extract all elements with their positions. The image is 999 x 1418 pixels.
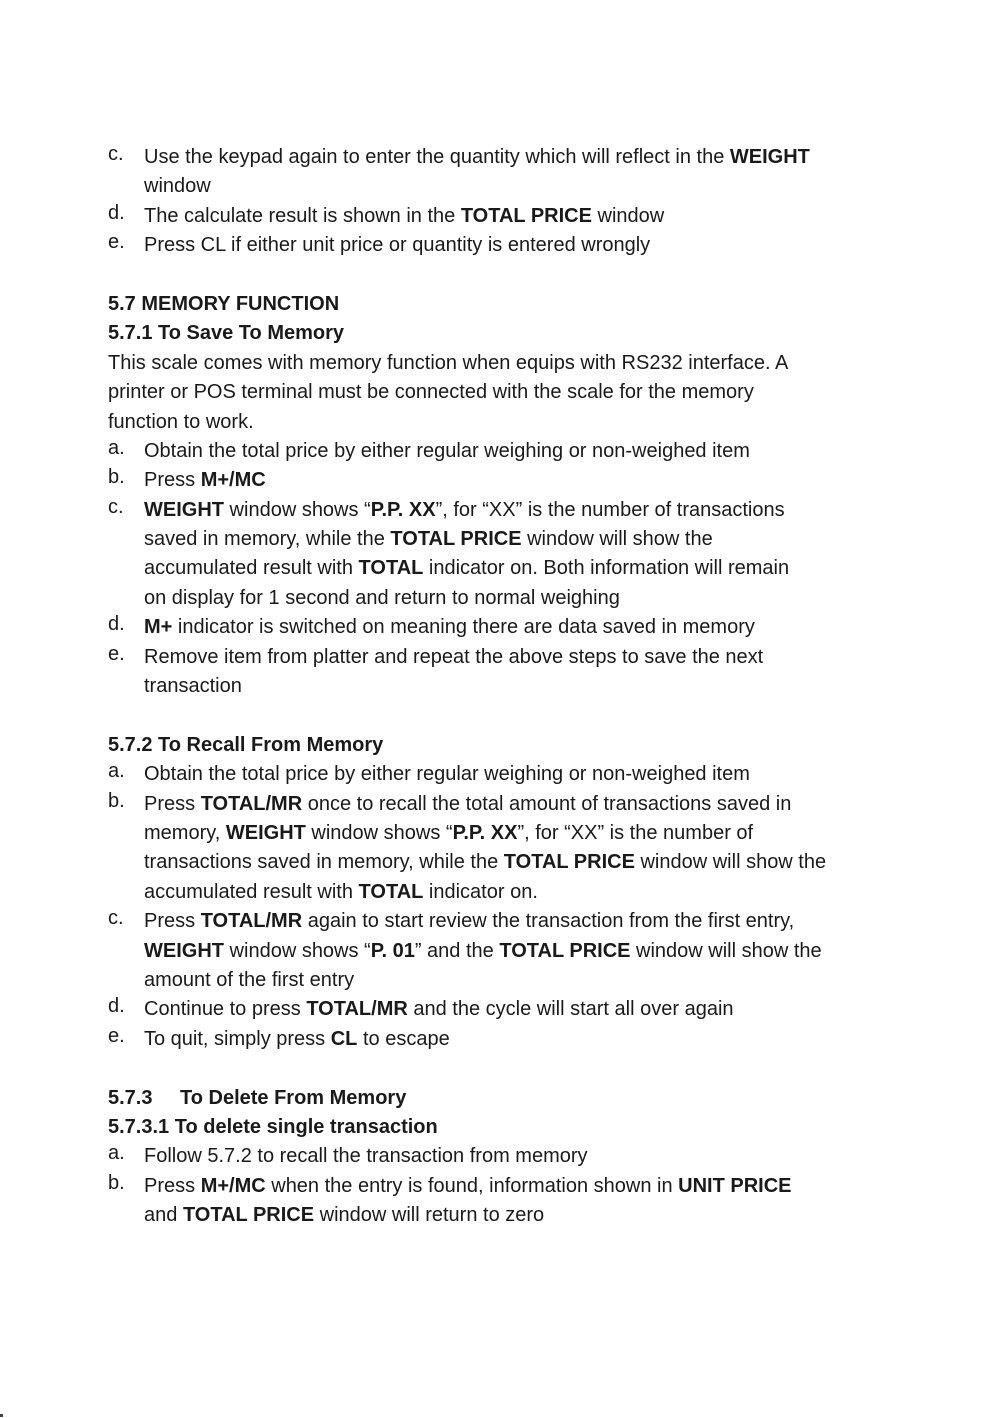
list-item-text (144, 1172, 908, 1231)
subsection-heading-5-7-2: 5.7.2 To Recall From Memory (108, 733, 384, 756)
bold-term: TOTAL PRICE (499, 939, 631, 962)
list-item-text (144, 790, 908, 908)
text-run: Press (144, 910, 201, 933)
text-run: memory, (144, 821, 226, 844)
spacer (108, 261, 908, 290)
text-run: and the cycle will start all over again (407, 998, 734, 1021)
text-line (144, 496, 908, 525)
list-item-text (144, 613, 908, 642)
text-line (144, 790, 908, 819)
text-line (144, 1172, 908, 1201)
text-run: The calculate result is shown in the (144, 204, 461, 227)
subsection-title: To Delete From Memory (180, 1086, 407, 1109)
text-run: transactions saved in memory, while the (144, 851, 504, 874)
text-run: to escape (357, 1027, 450, 1050)
page-corner-mark (0, 1414, 3, 1417)
text-run: window will show the (521, 528, 713, 551)
text-line (144, 878, 908, 907)
top-list (108, 143, 908, 261)
list-marker: b. (108, 466, 125, 489)
list-marker: a. (108, 436, 125, 459)
list-item (108, 466, 908, 495)
list-marker: c. (108, 495, 124, 518)
text-line (144, 1142, 908, 1171)
bold-term: WEIGHT (144, 498, 224, 521)
text-run: saved in memory, while the (144, 528, 391, 551)
spacer (108, 701, 908, 730)
text-run: amount of the first entry (144, 968, 355, 991)
bold-term: TOTAL/MR (200, 792, 303, 815)
spacer (108, 1054, 908, 1083)
intro-line: printer or POS terminal must be connected with the scale for the memory (108, 381, 754, 404)
list-item (108, 1025, 908, 1054)
section-heading-5-7: 5.7 MEMORY FUNCTION (108, 292, 340, 315)
text-line (144, 231, 908, 260)
text-line (144, 907, 908, 936)
bold-term: P. 01 (370, 939, 415, 962)
text-run: Press (144, 792, 201, 815)
text-run: and (144, 1204, 183, 1227)
list-item (108, 231, 908, 260)
text-run: window will show the (634, 851, 827, 874)
bold-term: M+/MC (200, 469, 266, 492)
text-run: Obtain the total price by either regular weighing or non-weighed item (144, 763, 750, 786)
list-marker: c. (108, 143, 124, 165)
bold-term: CL (330, 1027, 358, 1050)
text-run: To quit, simply press (144, 1027, 331, 1050)
bold-term: WEIGHT (729, 146, 810, 168)
text-run: window (144, 175, 211, 198)
delete-steps-list (108, 1142, 908, 1230)
text-line (144, 554, 908, 583)
bold-term: TOTAL PRICE (503, 851, 635, 874)
list-marker: a. (108, 1142, 125, 1165)
list-item (108, 790, 908, 908)
recall-steps-list (108, 760, 908, 1054)
list-item (108, 202, 908, 231)
text-run: Continue to press (144, 998, 307, 1021)
text-run: Press CL if either unit price or quantity is entered wrongly (144, 234, 651, 257)
save-steps-list (108, 437, 908, 702)
page-content (108, 143, 908, 1230)
subsection-heading-5-7-1: 5.7.1 To Save To Memory (108, 322, 345, 345)
bold-term: P.P. XX (452, 821, 518, 844)
list-item (108, 907, 908, 995)
text-run: Use the keypad again to enter the quantity which will reflect in the (144, 146, 730, 168)
text-run: accumulated result with (144, 880, 359, 903)
list-item-text (144, 760, 908, 789)
list-marker: d. (108, 201, 125, 224)
list-item (108, 1142, 908, 1171)
list-item-text (144, 1142, 908, 1171)
text-line (144, 172, 908, 201)
text-run: Obtain the total price by either regular weighing or non-weighed item (144, 439, 750, 462)
list-item (108, 613, 908, 642)
intro-line: function to work. (108, 410, 254, 433)
list-marker: c. (108, 907, 124, 930)
list-marker: e. (108, 231, 125, 254)
text-run: window will show the (630, 939, 822, 962)
bold-term: WEIGHT (225, 821, 306, 844)
bold-term: UNIT PRICE (678, 1174, 792, 1197)
list-marker: b. (108, 1171, 125, 1194)
list-item-text (144, 907, 908, 995)
list-item (108, 760, 908, 789)
text-line (144, 848, 908, 877)
text-run: once to recall the total amount of transactions saved in (302, 792, 792, 815)
text-line (144, 643, 908, 672)
text-run: window shows “ (224, 498, 371, 521)
list-marker: d. (108, 995, 125, 1018)
text-line (144, 995, 908, 1024)
list-item-text (144, 202, 908, 231)
text-run: when the entry is found, information shown in (265, 1174, 679, 1197)
bold-term: M+/MC (200, 1174, 266, 1197)
text-run: again to start review the transaction from the first entry, (302, 910, 795, 933)
list-item-text (144, 143, 908, 202)
text-line (144, 1025, 908, 1054)
bold-term: TOTAL/MR (200, 910, 303, 933)
list-item-text (144, 1025, 908, 1054)
text-line (144, 819, 908, 848)
text-line (144, 966, 908, 995)
text-run: window shows “ (305, 821, 453, 844)
list-item-text (144, 995, 908, 1024)
list-item (108, 1172, 908, 1231)
text-run: Remove item from platter and repeat the above steps to save the next (144, 645, 764, 668)
list-item-text (144, 466, 908, 495)
list-item-text (144, 496, 908, 614)
list-item (108, 143, 908, 202)
text-run: ”, for “XX” is the number of transactions (435, 498, 785, 521)
text-line (144, 672, 908, 701)
list-item (108, 643, 908, 702)
subsection-number: 5.7.3 (108, 1086, 153, 1109)
text-line (144, 143, 908, 172)
subsection-heading-5-7-3 (108, 1084, 908, 1113)
list-item-text (144, 643, 908, 702)
text-run: window shows “ (224, 939, 371, 962)
bold-term: M+ (144, 616, 173, 639)
list-marker: a. (108, 760, 125, 783)
text-run: window (591, 204, 665, 227)
bold-term: WEIGHT (144, 939, 224, 962)
text-line (144, 613, 908, 642)
bold-term: TOTAL (358, 880, 424, 903)
list-marker: e. (108, 642, 125, 665)
list-marker: d. (108, 613, 125, 636)
intro-line: This scale comes with memory function when equips with RS232 interface. A (108, 351, 789, 374)
bold-term: TOTAL/MR (306, 998, 408, 1021)
text-run: indicator on. (423, 880, 538, 903)
subsection-heading-5-7-3-1: 5.7.3.1 To delete single transaction (108, 1115, 438, 1138)
text-run: ”, for “XX” is the number of (517, 821, 754, 844)
list-marker: e. (108, 1024, 125, 1047)
intro-paragraph (108, 349, 908, 437)
bold-term: TOTAL PRICE (460, 204, 592, 227)
text-line (144, 525, 908, 554)
bold-term: TOTAL (358, 557, 424, 580)
text-run: indicator on. Both information will remain (423, 557, 790, 580)
text-line (144, 202, 908, 231)
list-marker: b. (108, 789, 125, 812)
text-run: transaction (144, 675, 242, 698)
text-run: Follow 5.7.2 to recall the transaction from memory (144, 1145, 588, 1168)
bold-term: TOTAL PRICE (390, 528, 522, 551)
list-item-text (144, 231, 908, 260)
text-run: window will return to zero (314, 1204, 545, 1227)
list-item-text (144, 437, 908, 466)
list-item (108, 496, 908, 614)
text-line (144, 584, 908, 613)
text-line (144, 760, 908, 789)
list-item (108, 995, 908, 1024)
text-run: ” and the (414, 939, 500, 962)
text-line (144, 437, 908, 466)
bold-term: TOTAL PRICE (182, 1204, 315, 1227)
text-run: Press (144, 469, 201, 492)
bold-term: P.P. XX (370, 498, 436, 521)
list-item (108, 437, 908, 466)
text-run: on display for 1 second and return to normal weighing (144, 586, 620, 609)
text-line (144, 937, 908, 966)
text-run: indicator is switched on meaning there are data saved in memory (172, 616, 755, 639)
text-run: accumulated result with (144, 557, 359, 580)
text-line (144, 1201, 908, 1230)
text-run: Press (144, 1174, 201, 1197)
text-line (144, 466, 908, 495)
